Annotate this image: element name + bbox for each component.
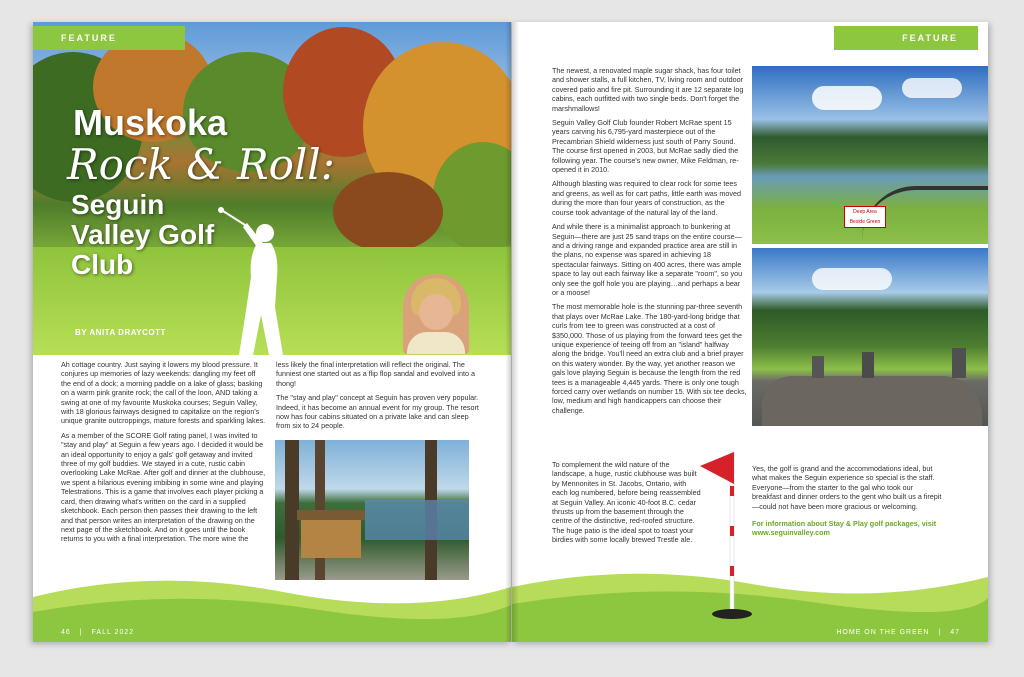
- author-photo: [403, 274, 469, 354]
- paragraph: As a member of the SCORE Golf rating panel, I was invited to "stay and play" at Seguin a few years ago. I decided it would be an ideal opportunity to enjoy a gals' golf getaway and invited three of my golf buddies. We stayed in a cute, rustic cabin overlooking Lake McRae. After golf and dinner at the clubhouse, we spent a hilarious evening imbibing in some wine and playing Telestrations. This is a game that involves each player picking a card, then drawing what's written on the card in a supplied sketchbook. Each person then passes their drawing to the left and that person writes an interpretation of the drawing on the next page of the sketchbook. And on it goes until the book returns to you with a final interpretation. The more wine the: [61, 430, 266, 544]
- bridge-photo: [752, 66, 988, 244]
- left-column-2: [276, 360, 481, 436]
- hero-photo-golf-course: [33, 22, 511, 355]
- golf-flag-icon: [700, 446, 770, 626]
- paragraph: The most memorable hole is the stunning par-three seventh that plays over McRae Lake. The 180-yard-long bridge that curls from tee to green was constructed at a cost of $350,000. Those of us playing from the forward tees get the unique experience of teeing off from an "island" halfway along the bridge. You'll need an extra club and a brief prayer on this watery wonder. By the way, yet another reason we gals love playing Seguin is because the length from the red tees is a manageable 4,445 yards. There is only one tough forced carry over wetlands on number 15. With six tee decks, low, medium and high handicappers can choose their challenge.: [552, 302, 747, 415]
- warning-sign: Deep Area Beside Green: [844, 206, 886, 228]
- page-number-right: 47: [950, 629, 960, 636]
- left-page: [33, 22, 511, 642]
- green-wave-left: [33, 547, 511, 642]
- right-page: [512, 22, 988, 642]
- right-column-1: [552, 66, 748, 420]
- issue-label: FALL 2022: [91, 629, 135, 636]
- feature-label-left: FEATURE: [33, 26, 185, 50]
- paragraph: Although blasting was required to clear rock for some tees and greens, as well as for cart paths, little earth was moved during the more than four years of construction, as the course took advantage of the natural lay of the land.: [552, 179, 741, 217]
- paragraph: To complement the wild nature of the landscape, a huge, rustic clubhouse was built by Mennonites in St. Jacobs, Ontario, with each log numbered, before being reassembled at Seguin Valley. An iconic 40-foot B.C. cedar thrusts up from the basement through the centre of the distinctive, red-roofed structure. The huge patio is the ideal spot to toast your birdies with some locally brewed Trestle ale.: [552, 460, 701, 545]
- paragraph: Ah cottage country. Just saying it lowers my blood pressure. It conjures up memories of lazy weekends: dangling my feet off the end of a dock; a morning paddle on a lake of glass; basking on a warm pink granite rock; the call of the loon, AND taking a swing at one of my favourite Muskoka courses; Seguin Valley, with 18 glorious fairways designed to capitalize on the region's unique granite outcroppings, mature forests and sparkling lakes.: [61, 360, 266, 426]
- feature-label-right: FEATURE: [834, 26, 978, 50]
- info-link[interactable]: For information about Stay & Play golf packages, visit www.seguinvalley.com: [752, 519, 937, 538]
- byline: BY ANITA DRAYCOTT: [75, 328, 166, 337]
- paragraph: The newest, a renovated maple sugar shack, has four toilet and shower stalls, a full kitchen, TV, living room and outdoor covered patio and fire pit. Surrounding it are 12 separate log cabins, each outfitted with two single beds. Don't forget the marshmallows!: [552, 66, 744, 113]
- paragraph: Yes, the golf is grand and the accommodations ideal, but what makes the Seguin experience so special is the staff. Everyone—from the starter to the gal who took our breakfast and dinner orders to the gent who built us a firepit—could not have been more gracious or welcoming.: [752, 464, 942, 511]
- footer-title: HOME ON THE GREEN: [836, 629, 930, 636]
- left-column-1: [61, 360, 266, 549]
- footer-right: HOME ON THE GREEN | 47: [836, 629, 960, 636]
- paragraph: Seguin Valley Golf Club founder Robert McRae spent 15 years carving his 6,795-yard masterpiece out of the Precambrian Shield wilderness just south of Parry Sound. The course first opened in 2003, but McRae sadly died the following year. The course's new owner, Mike Feldman, re-opened it in 2010.: [552, 118, 739, 175]
- paragraph: And while there is a minimalist approach to bunkering at Seguin—there are just 25 sand traps on the entire course—and a driving range and expanded practice area are still in the plans, no expense was spared in achieving 18 spectacular fairways. Sitting on 400 acres, there was ample space to lay out each fairway like a separate "room", so you only see the golf hole you are playing…and perhaps a bear or a moose!: [552, 222, 743, 297]
- rock-cairn-photo: [752, 248, 988, 426]
- title-rock-and-roll: Rock & Roll:: [67, 140, 335, 189]
- book-spine: [505, 22, 519, 642]
- paragraph: less likely the final interpretation will reflect the original. The funniest one started out as a flip flop sandal and evolved into a thong!: [276, 360, 475, 388]
- title-muskoka: Muskoka: [73, 102, 228, 143]
- right-column-2: [752, 464, 942, 516]
- footer-left: 46 | FALL 2022: [61, 629, 135, 636]
- title-seguin-valley-golf-club: Seguin Valley Golf Club: [71, 189, 215, 280]
- page-number-left: 46: [61, 629, 71, 636]
- paragraph: The "stay and play" concept at Seguin has proven very popular. Indeed, it has become an annual event for my group. The resort now has four cabins situated on a private lake and can sleep from six to 24 people.: [276, 393, 479, 431]
